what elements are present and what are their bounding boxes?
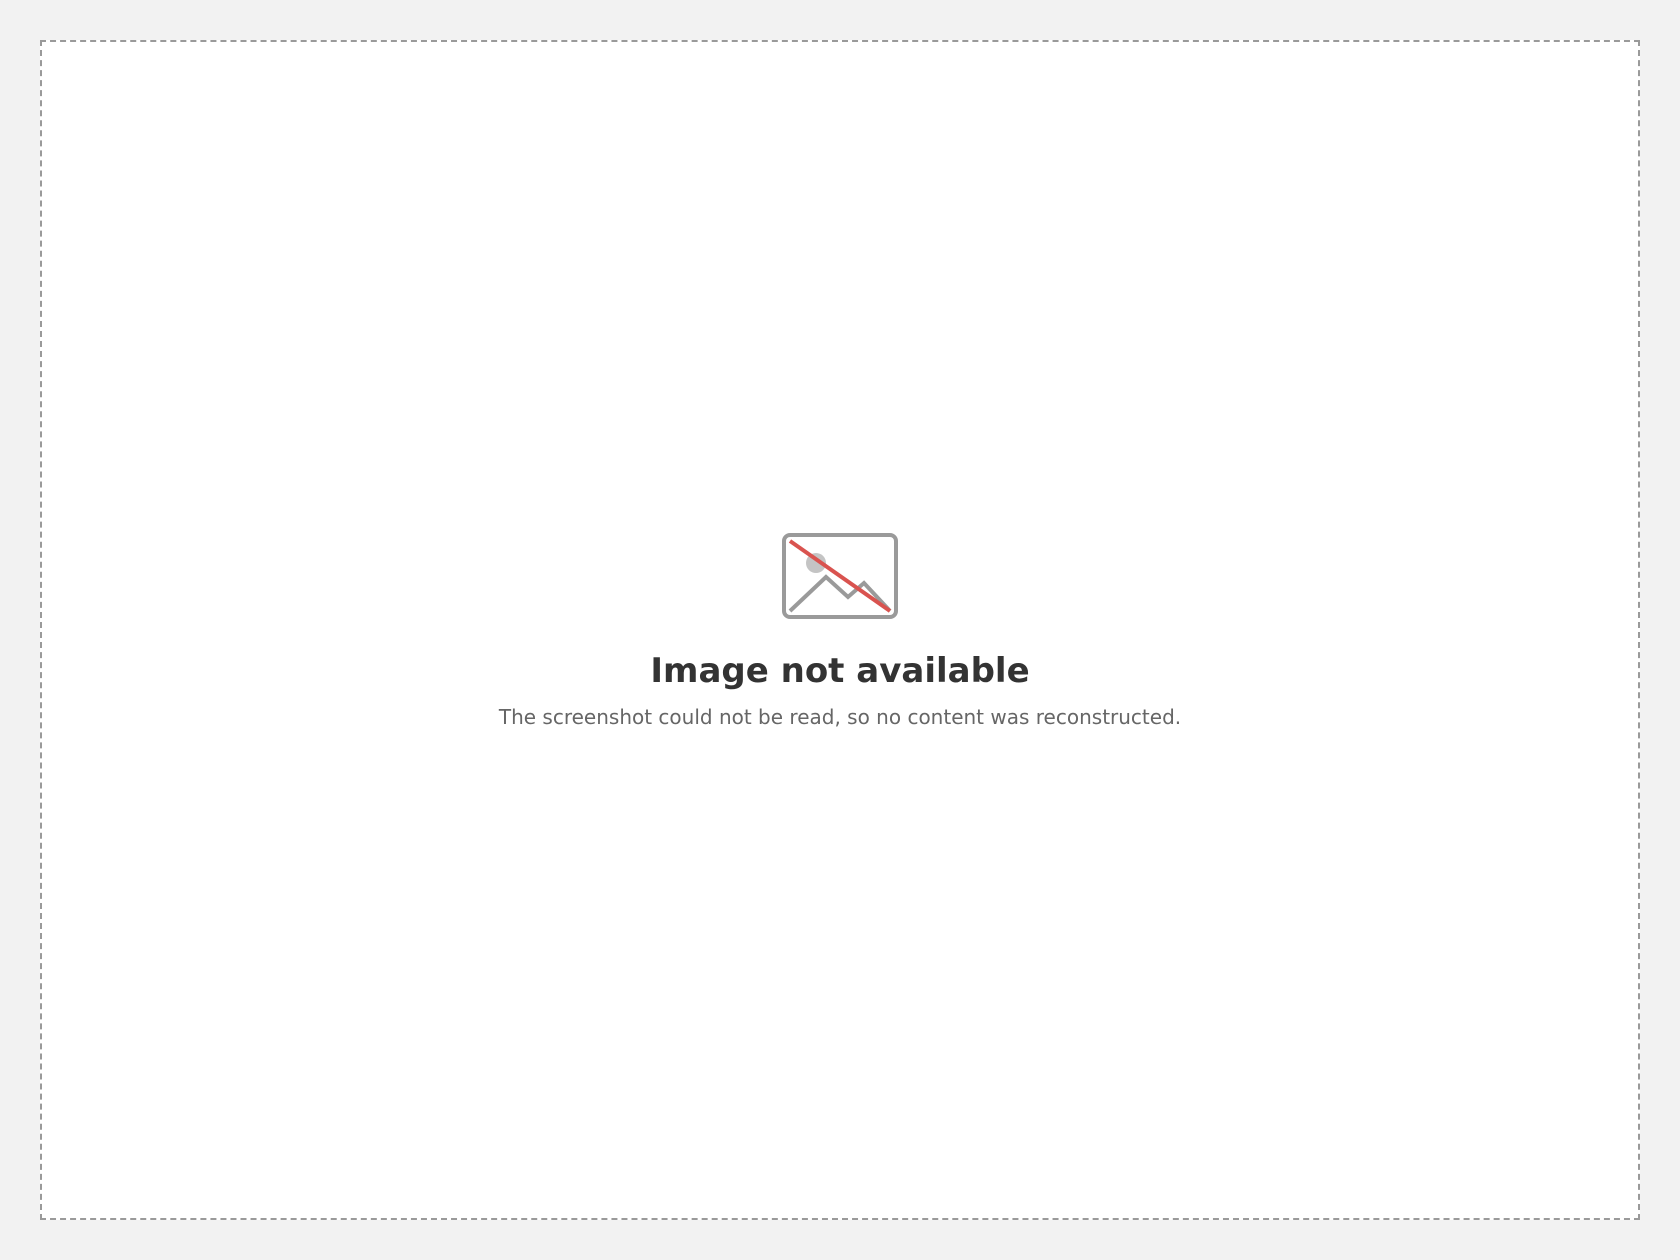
placeholder-title: Image not available xyxy=(650,651,1030,691)
placeholder-subtitle: The screenshot could not be read, so no content was reconstructed. xyxy=(498,705,1182,729)
image-missing-icon xyxy=(780,531,900,621)
placeholder-frame xyxy=(40,40,1640,1220)
